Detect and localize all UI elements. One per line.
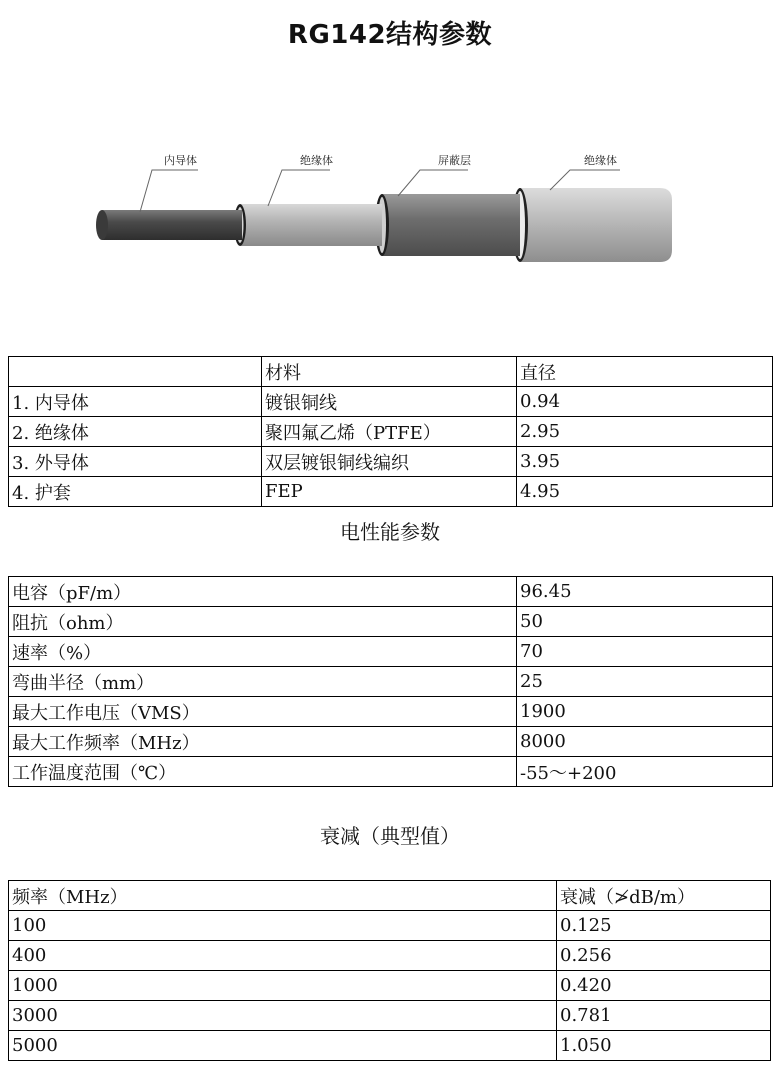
insulation-layer — [234, 204, 382, 246]
table-cell: 2. 绝缘体 — [9, 417, 262, 447]
table-cell: 0.781 — [557, 1001, 771, 1031]
table-row — [9, 971, 771, 1001]
table-cell: 2.95 — [517, 417, 773, 447]
table-cell: 0.256 — [557, 941, 771, 971]
electrical-section-title: 电性能参数 — [340, 520, 440, 544]
table-cell: 双层镀银铜线编织 — [262, 447, 517, 477]
table-row — [9, 727, 773, 757]
table-cell: -55～+200 — [517, 757, 773, 787]
electrical-table — [8, 576, 773, 787]
table-row — [9, 387, 773, 417]
table-cell: 3. 外导体 — [9, 447, 262, 477]
table-cell: 1.050 — [557, 1031, 771, 1061]
table-cell: 镀银铜线 — [262, 387, 517, 417]
header-cell: 衰减（≯dB/m） — [557, 881, 771, 911]
table-cell: 100 — [9, 911, 557, 941]
header-cell: 直径 — [517, 357, 773, 387]
table-cell: 最大工作频率（MHz） — [9, 727, 517, 757]
attenuation-section-title: 衰减（典型值） — [320, 824, 460, 848]
table-cell: 聚四氟乙烯（PTFE） — [262, 417, 517, 447]
table-cell: 工作温度范围（℃） — [9, 757, 517, 787]
label-jacket: 绝缘体 — [584, 154, 617, 167]
table-row — [9, 697, 773, 727]
table-row — [9, 577, 773, 607]
table-cell: FEP — [262, 477, 517, 507]
table-row — [9, 417, 773, 447]
table-row — [9, 477, 773, 507]
header-cell: 材料 — [262, 357, 517, 387]
header-cell: 频率（MHz） — [9, 881, 557, 911]
page-title: RG142结构参数 — [287, 20, 493, 50]
table-cell: 电容（pF/m） — [9, 577, 517, 607]
label-inner-conductor: 内导体 — [164, 154, 197, 167]
table-cell: 0.94 — [517, 387, 773, 417]
table-row — [9, 1031, 771, 1061]
table-cell: 1. 内导体 — [9, 387, 262, 417]
table-cell: 速率（%） — [9, 637, 517, 667]
table-cell: 400 — [9, 941, 557, 971]
table-cell: 弯曲半径（mm） — [9, 667, 517, 697]
table-cell: 3000 — [9, 1001, 557, 1031]
table-row — [9, 667, 773, 697]
table-cell: 阻抗（ohm） — [9, 607, 517, 637]
attenuation-table — [8, 880, 771, 1061]
table-header-row — [9, 881, 771, 911]
table-cell: 1000 — [9, 971, 557, 1001]
table-row — [9, 757, 773, 787]
table-cell: 0.125 — [557, 911, 771, 941]
jacket-layer — [512, 188, 672, 262]
table-cell: 25 — [517, 667, 773, 697]
label-shield: 屏蔽层 — [438, 154, 471, 167]
table-cell: 最大工作电压（VMS） — [9, 697, 517, 727]
table-row — [9, 637, 773, 667]
table-cell: 50 — [517, 607, 773, 637]
table-row — [9, 447, 773, 477]
table-row — [9, 607, 773, 637]
table-cell: 4.95 — [517, 477, 773, 507]
structure-table — [8, 356, 773, 507]
table-header-row — [9, 357, 773, 387]
inner-conductor — [96, 210, 242, 240]
table-cell: 1900 — [517, 697, 773, 727]
table-cell: 5000 — [9, 1031, 557, 1061]
table-row — [9, 941, 771, 971]
table-cell: 4. 护套 — [9, 477, 262, 507]
cable-structure-diagram — [80, 140, 700, 280]
header-cell — [9, 357, 262, 387]
table-cell: 3.95 — [517, 447, 773, 477]
label-insulation: 绝缘体 — [300, 154, 333, 167]
shield-layer — [375, 194, 520, 256]
table-cell: 96.45 — [517, 577, 773, 607]
table-row — [9, 1001, 771, 1031]
table-row — [9, 911, 771, 941]
table-cell: 70 — [517, 637, 773, 667]
table-cell: 8000 — [517, 727, 773, 757]
table-cell: 0.420 — [557, 971, 771, 1001]
